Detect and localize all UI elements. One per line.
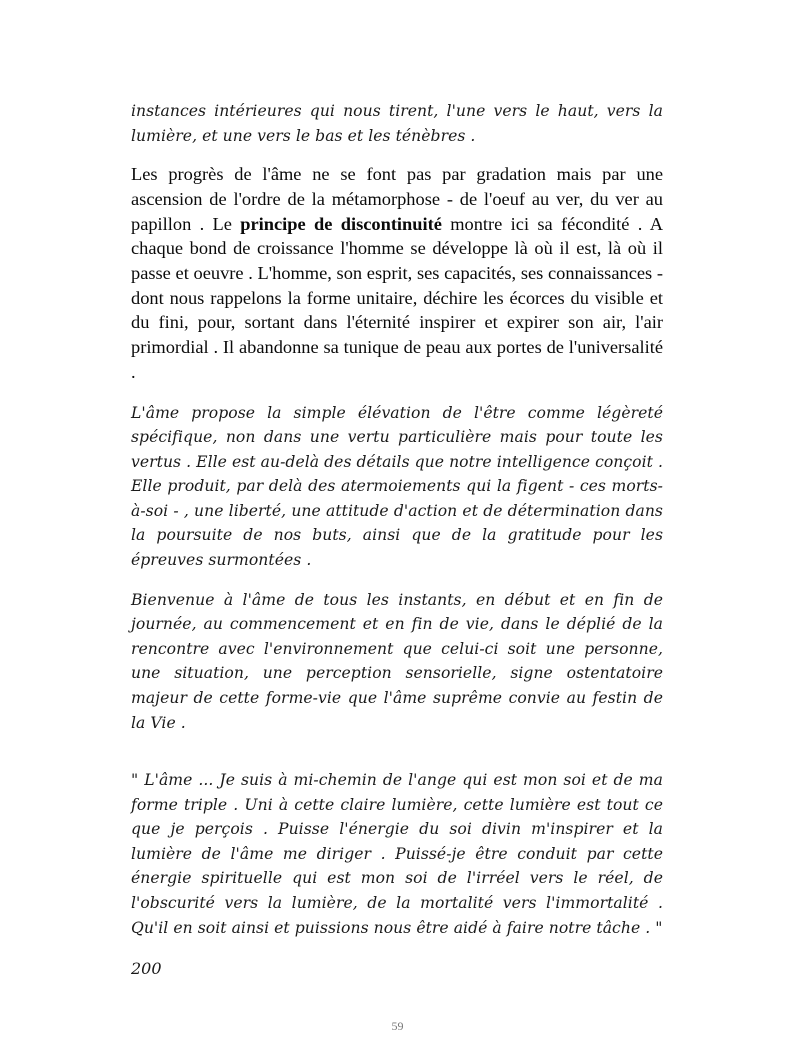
page-number: 59 bbox=[391, 1019, 404, 1033]
paragraph-intro: instances intérieures qui nous tirent, l'une vers le haut, vers la lumière, et une vers le bas et les ténèbres . bbox=[131, 102, 663, 145]
paragraph-text: montre ici sa fécondité . A chaque bond de croissance l'homme se développe là où il est, là où il passe et oeuvre . L'homme, son esprit, ses capacités, ses connaissances - dont nous rappelons la forme unitaire, déchire les écorces du visible et du fini, pour, sortant dans l'éternité inspirer et expirer son air, l'air primordial . Il abandonne sa tunique de peau aux portes de l'universalité . bbox=[131, 213, 663, 382]
paragraph-soul-progress bbox=[131, 162, 663, 384]
bold-term: principe de discontinuité bbox=[240, 213, 442, 234]
paragraph-soul-elevation: L'âme propose la simple élévation de l'être comme légèreté spécifique, non dans une vertu particulière mais pour toute les vertus . Elle est au-delà des détails que notre intelligence conçoit . Elle produit, par delà des atermoiements qui la figent - ces morts-à-soi - , une liberté, une attitude d'action et de détermination dans la poursuite de nos buts, ainsi que de la gratitude pour les épreuves surmontées . bbox=[131, 403, 663, 570]
page-body bbox=[131, 99, 663, 978]
paragraph-text: Les progrès de l'âme ne se font pas par gradation mais par une ascension de l'ordre de la métamorphose - de l'oeuf au ver, du ver au papillon . Le bbox=[131, 164, 663, 234]
paragraph-welcome-soul: Bienvenue à l'âme de tous les instants, en début et en fin de journée, au commencement et en fin de vie, dans le déplié de la rencontre avec l'environnement que celui-ci soit une personne, une situation, une perception sensorielle, signe ostentatoire majeur de cette forme-vie que l'âme suprême convie au festin de la Vie . bbox=[131, 590, 663, 732]
footnote-number: 200 bbox=[131, 959, 162, 978]
quote-paragraph: " L'âme ... Je suis à mi-chemin de l'ange qui est mon soi et de ma forme triple . Uni à cette claire lumière, cette lumière est tout ce que je perçois . Puisse l'énergie du soi divin m'inspirer et la lumière de l'âme me diriger . Puissé-je être conduit par cette énergie spirituelle qui est mon soi de l'irréel vers le réel, de l'obscurité vers la lumière, de la mortalité vers l'immortalité . Qu'il en soit ainsi et puissions nous être aidé à faire notre tâche . " bbox=[131, 771, 663, 937]
